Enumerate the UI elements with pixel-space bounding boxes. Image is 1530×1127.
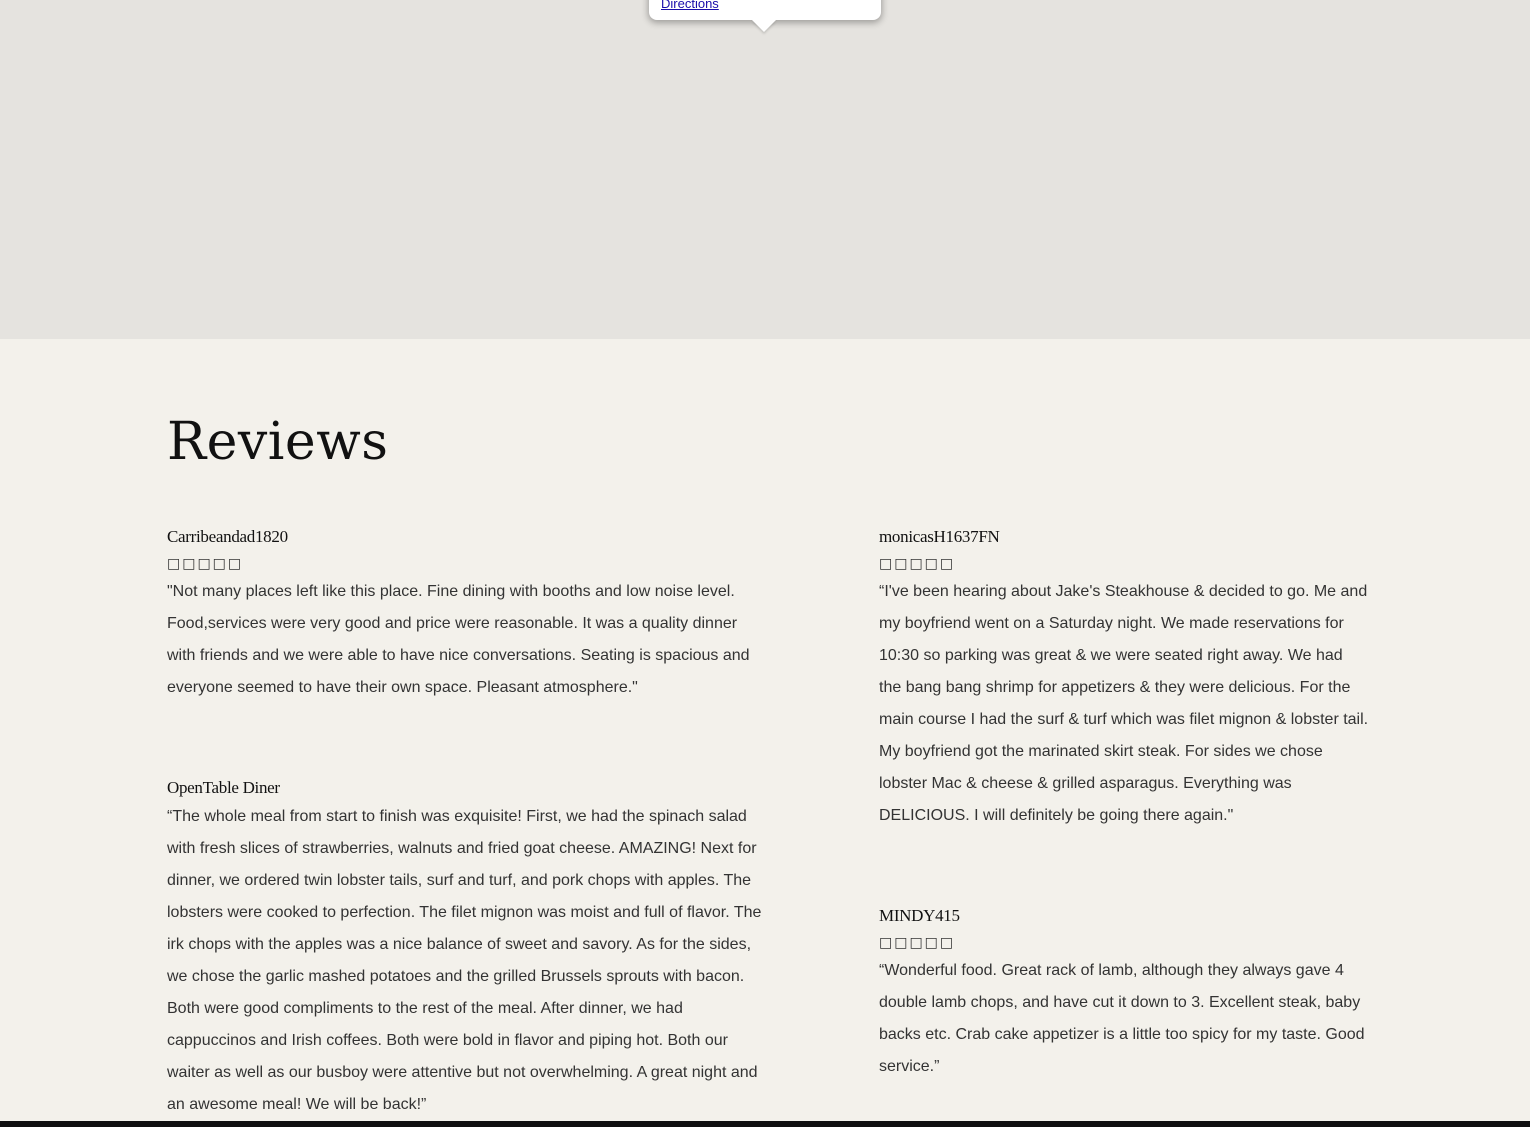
- star-rating-icon: □□□□□: [879, 935, 956, 951]
- star-rating-icon: □□□□□: [879, 556, 956, 572]
- star-rating-icon: □□□□□: [167, 556, 244, 572]
- info-window-pointer: [752, 20, 776, 32]
- map-info-window: [649, 0, 881, 20]
- review-card: [167, 526, 767, 704]
- review-author: MINDY415: [879, 906, 960, 925]
- review-card: [879, 905, 1369, 1083]
- reviews-section: [0, 339, 1530, 1121]
- review-text: “I've been hearing about Jake's Steakhouse & decided to go. Me and my boyfriend went on a Saturday night. We made reservations for 10:30 so parking was great & we were seated right away. We had the bang bang shrimp for appetizers & they were delicious. For the main course I had the surf & turf which was filet mignon & lobster tail. My boyfriend got the marinated skirt steak. For sides we chose lobster Mac & cheese & grilled asparagus. Everything was DELICIOUS. I will definitely be going there again.": [879, 583, 1369, 824]
- review-card: [167, 777, 767, 1121]
- review-card: [879, 526, 1369, 832]
- review-author: OpenTable Diner: [167, 778, 280, 797]
- review-text: “Wonderful food. Great rack of lamb, although they always gave 4 double lamb chops, and have cut it down to 3. Excellent steak, baby backs etc. Crab cake appetizer is a little too spicy for my taste. Good service.”: [879, 962, 1365, 1075]
- directions-link[interactable]: Directions: [661, 0, 719, 11]
- map-area[interactable]: [0, 0, 1530, 339]
- bottom-bar: [0, 1121, 1530, 1127]
- reviews-heading: Reviews: [167, 412, 389, 472]
- review-author: monicasH1637FN: [879, 527, 1000, 546]
- review-text: "Not many places left like this place. Fine dining with booths and low noise level. Food,services were very good and price were reasonable. It was a quality dinner with friends and we were able to have nice conversations. Seating is spacious and everyone seemed to have their own space. Pleasant atmosphere.": [167, 583, 750, 696]
- review-author: Carribeandad1820: [167, 527, 288, 546]
- review-text: “The whole meal from start to finish was exquisite! First, we had the spinach salad with fresh slices of strawberries, walnuts and fried goat cheese. AMAZING! Next for dinner, we ordered twin lobster tails, surf and turf, and pork chops with apples. The lobsters were cooked to perfection. The filet mignon was moist and full of flavor. The irk chops with the apples was a nice balance of sweet and savory. As for the sides, we chose the garlic mashed potatoes and the grilled Brussels sprouts with bacon. Both were good compliments to the rest of the meal. After dinner, we had cappuccinos and Irish coffees. Both were bold in flavor and piping hot. Both our waiter as well as our busboy were attentive but not overwhelming. A great night and an awesome meal! We will be back!”: [167, 808, 762, 1113]
